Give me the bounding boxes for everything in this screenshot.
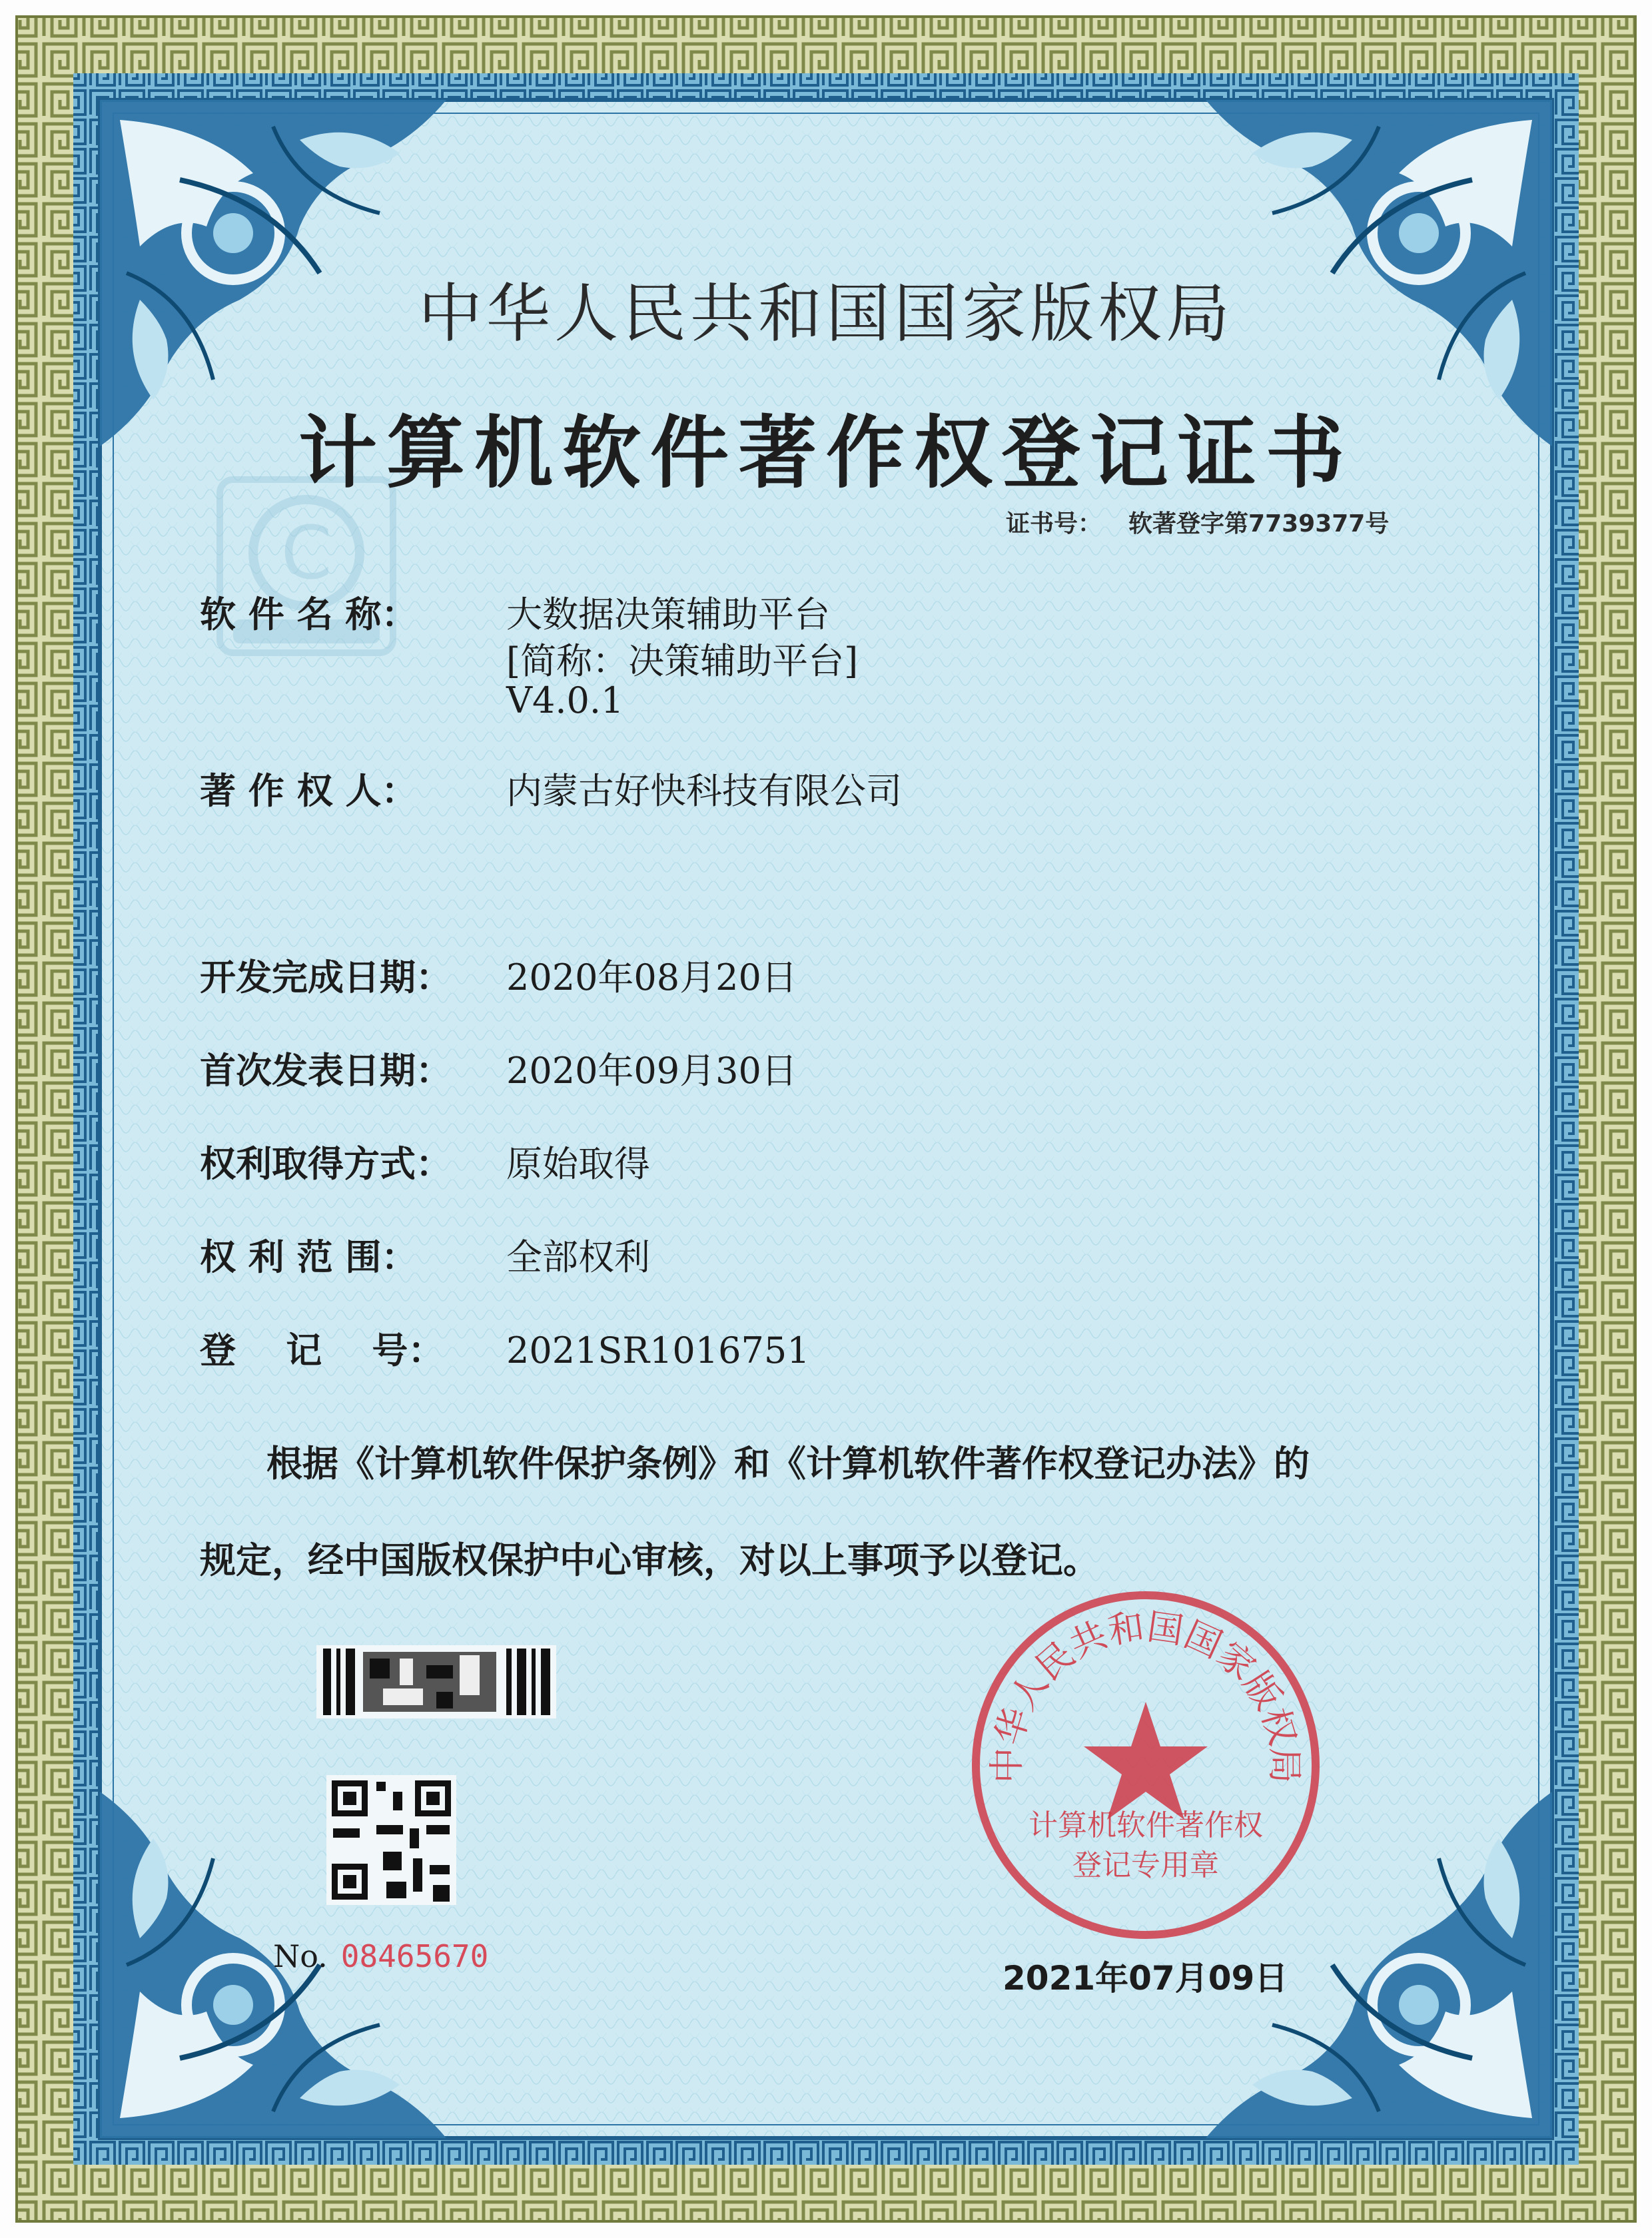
field-value: 原始取得 [506, 1143, 650, 1185]
field-label: 首次发表日期： [200, 1050, 452, 1092]
field-value: 内蒙古好快科技有限公司 [506, 770, 902, 812]
svg-text:中华人民共和国国家版权局 [986, 1605, 1306, 1783]
field-label: 权利取得方式： [200, 1143, 452, 1185]
statement-line-2: 规定，经中国版权保护中心审核，对以上事项予以登记。 [200, 1539, 1099, 1581]
serial-prefix: No. [273, 1938, 328, 1974]
field-acquisition-method [200, 1136, 650, 1187]
issuer-heading: 中华人民共和国国家版权局 [418, 276, 1234, 351]
field-label: 权 利 范 围： [200, 1236, 418, 1278]
field-copyright-owner [200, 763, 902, 814]
field-software-name [200, 586, 830, 637]
software-version: V4.0.1 [506, 679, 624, 721]
field-value: 2020年08月20日 [506, 956, 797, 998]
field-label: 登 记 号： [200, 1329, 444, 1371]
svg-text:C: C [280, 510, 332, 595]
seal-text [976, 1595, 1316, 1935]
field-value: 全部权利 [506, 1236, 650, 1278]
issue-date: 2021年07月09日 [1003, 1959, 1288, 1998]
software-short-name: [简称：决策辅助平台] [506, 640, 859, 682]
field-registration-no [200, 1322, 810, 1373]
seal-line-2: 登记专用章 [1072, 1848, 1219, 1882]
seal-ring-text: 中华人民共和国国家版权局 [985, 1605, 1306, 1784]
statement-line-1: 根据《计算机软件保护条例》和《计算机软件著作权登记办法》的 [266, 1443, 1310, 1485]
field-rights-scope [200, 1229, 650, 1280]
cert-no-value: 软著登字第7739377号 [1128, 510, 1390, 538]
cert-no-label: 证书号： [1006, 510, 1102, 538]
qr-code-icon [326, 1775, 456, 1905]
serial-value: 08465670 [340, 1938, 489, 1974]
field-value: 2021SR1016751 [506, 1329, 810, 1371]
serial-number [273, 1938, 488, 1974]
field-label: 著 作 权 人： [200, 770, 418, 812]
field-completion-date [200, 949, 797, 1000]
field-first-publish-date [200, 1042, 797, 1094]
seal-line-1: 计算机软件著作权 [1029, 1808, 1263, 1842]
barcode-icon [316, 1645, 556, 1718]
field-value: 2020年09月30日 [506, 1050, 797, 1092]
certificate-number [1006, 505, 1389, 539]
certificate-title: 计算机软件著作权登记证书 [298, 407, 1354, 499]
field-value: 大数据决策辅助平台 [506, 593, 830, 635]
field-label: 开发完成日期： [200, 956, 452, 998]
field-label: 软 件 名 称： [200, 593, 418, 635]
